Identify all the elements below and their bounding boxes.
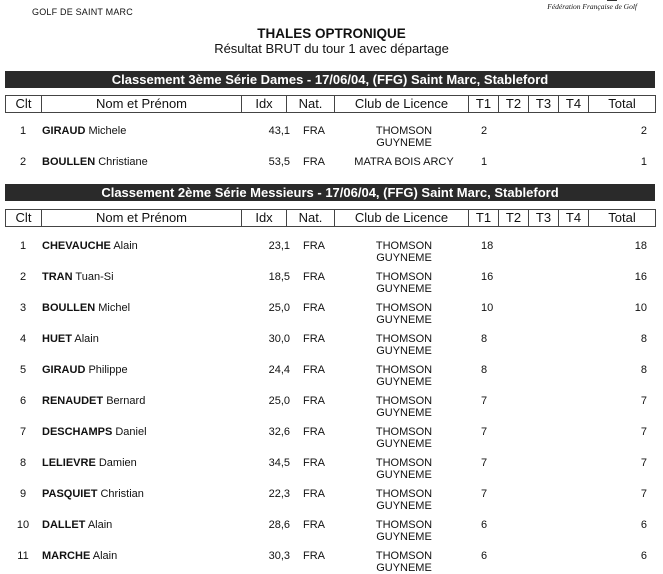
score-t1: 7 [481,426,488,438]
player-name [42,364,242,376]
score-t1: 16 [481,271,494,283]
index: 28,6 [268,519,290,531]
rank: 2 [19,156,27,168]
score-t1: 2 [481,125,488,137]
column-header: Nat. [287,210,335,227]
column-header: Nom et Prénom [42,96,242,113]
index: 24,4 [268,364,290,376]
club-line-1: THOMSON [375,333,433,345]
first-name: Alain [92,550,118,562]
column-header: Nom et Prénom [42,210,242,227]
last-name: BOULLEN [42,302,96,314]
column-header-row [5,209,656,227]
player-name [42,333,242,345]
club-line-2: GUYNEME [376,376,432,388]
last-name: BOULLEN [42,156,96,168]
club-line-1: THOMSON [375,457,433,469]
club-licence [337,426,471,450]
rank: 8 [19,457,27,469]
score-total: 6 [640,519,647,531]
column-header: T1 [469,96,499,113]
column-header: Idx [242,96,287,113]
last-name: GIRAUD [42,125,86,137]
column-header: Clt [6,210,42,227]
last-name: TRAN [42,271,73,283]
score-total: 16 [634,271,647,283]
nationality: FRA [303,333,325,345]
rank: 6 [19,395,27,407]
score-total: 10 [634,302,647,314]
score-t1: 18 [481,240,494,252]
player-name [42,395,242,407]
rank: 4 [19,333,27,345]
nationality: FRA [303,457,325,469]
score-total: 2 [640,125,647,137]
club-licence [337,240,471,264]
last-name: LELIEVRE [42,457,96,469]
column-header: T4 [559,210,589,227]
index: 32,6 [268,426,290,438]
score-t1: 10 [481,302,494,314]
page-subtitle: Résultat BRUT du tour 1 avec départage [214,41,449,56]
score-total: 6 [640,550,647,562]
club-licence [337,302,471,326]
column-header: Idx [242,210,287,227]
club-line-2: GUYNEME [376,407,432,419]
club-line-1: THOMSON [375,271,433,283]
club-line-1: MATRA BOIS ARCY [354,156,454,168]
club-line-1: THOMSON [375,125,433,137]
nationality: FRA [303,156,325,168]
player-name [42,550,242,562]
club-line-1: THOMSON [375,395,433,407]
rank: 3 [19,302,27,314]
index: 23,1 [268,240,290,252]
section-banner: Classement 3ème Série Dames - 17/06/04, (FFG) Saint Marc, Stableford [5,71,655,88]
score-total: 7 [640,488,647,500]
player-name [42,271,242,283]
column-header: Club de Licence [335,210,469,227]
first-name: Michele [88,125,127,137]
nationality: FRA [303,426,325,438]
first-name: Daniel [115,426,147,438]
score-t1: 8 [481,333,488,345]
club-line-1: THOMSON [375,519,433,531]
first-name: Michel [98,302,131,314]
club-line-1: THOMSON [375,488,433,500]
player-name [42,519,242,531]
club-line-2: GUYNEME [376,438,432,450]
player-name [42,488,242,500]
last-name: GIRAUD [42,364,86,376]
club-line-1: THOMSON [375,550,433,562]
column-header: T4 [559,96,589,113]
club-licence [337,550,471,574]
index: 30,3 [268,550,290,562]
column-header: Clt [6,96,42,113]
nationality: FRA [303,395,325,407]
club-name: GOLF DE SAINT MARC [32,7,133,17]
club-line-1: THOMSON [375,302,433,314]
section-banner: Classement 2ème Série Messieurs - 17/06/04, (FFG) Saint Marc, Stableford [5,184,655,201]
nationality: FRA [303,488,325,500]
nationality: FRA [303,519,325,531]
club-licence [337,364,471,388]
club-line-1: THOMSON [375,240,433,252]
score-total: 1 [640,156,647,168]
club-licence [337,333,471,357]
club-line-2: GUYNEME [376,137,432,149]
rank: 7 [19,426,27,438]
nationality: FRA [303,240,325,252]
club-licence [337,519,471,543]
page-title: THALES OPTRONIQUE [257,26,406,41]
score-total: 7 [640,457,647,469]
score-t1: 6 [481,519,488,531]
club-line-2: GUYNEME [376,345,432,357]
index: 25,0 [268,302,290,314]
last-name: RENAUDET [42,395,104,407]
rank: 9 [19,488,27,500]
index: 18,5 [268,271,290,283]
column-header: Total [589,96,656,113]
nationality: FRA [303,302,325,314]
club-licence [337,156,471,168]
nationality: FRA [303,550,325,562]
player-name [42,302,242,314]
first-name: Bernard [106,395,146,407]
column-header: Nat. [287,96,335,113]
club-licence [337,271,471,295]
column-header: T3 [529,210,559,227]
column-header: T1 [469,210,499,227]
index: 22,3 [268,488,290,500]
player-name [42,240,242,252]
club-line-2: GUYNEME [376,562,432,574]
club-line-2: GUYNEME [376,531,432,543]
first-name: Alain [74,333,99,345]
column-header: Total [589,210,656,227]
club-line-2: GUYNEME [376,314,432,326]
column-header: T2 [499,210,529,227]
rank: 1 [19,125,27,137]
club-licence [337,488,471,512]
club-line-2: GUYNEME [376,500,432,512]
first-name: Alain [87,519,113,531]
score-t1: 8 [481,364,488,376]
federation-logo-mark [607,0,617,1]
rank: 1 [19,240,27,252]
score-total: 8 [640,364,647,376]
index: 25,0 [268,395,290,407]
last-name: CHEVAUCHE [42,240,111,252]
score-t1: 7 [481,457,488,469]
score-total: 7 [640,426,647,438]
rank: 5 [19,364,27,376]
column-header: T3 [529,96,559,113]
column-header-row [5,95,656,113]
column-header: Club de Licence [335,96,469,113]
index: 53,5 [268,156,290,168]
first-name: Christian [100,488,144,500]
score-total: 8 [640,333,647,345]
club-licence [337,125,471,149]
first-name: Christiane [98,156,148,168]
first-name: Damien [98,457,137,469]
rank: 11 [17,550,29,562]
score-t1: 7 [481,488,488,500]
nationality: FRA [303,125,325,137]
club-licence [337,457,471,481]
score-t1: 7 [481,395,488,407]
federation-name: Fédération Française de Golf [547,2,637,11]
column-header: T2 [499,96,529,113]
player-name [42,426,242,438]
nationality: FRA [303,364,325,376]
score-t1: 6 [481,550,488,562]
club-line-2: GUYNEME [376,283,432,295]
club-licence [337,395,471,419]
index: 34,5 [268,457,290,469]
last-name: DESCHAMPS [42,426,113,438]
club-line-2: GUYNEME [376,252,432,264]
last-name: HUET [42,333,72,345]
index: 43,1 [268,125,290,137]
index: 30,0 [268,333,290,345]
nationality: FRA [303,271,325,283]
score-total: 7 [640,395,647,407]
club-line-1: THOMSON [375,364,433,376]
player-name [42,457,242,469]
rank: 2 [19,271,27,283]
club-line-2: GUYNEME [376,469,432,481]
last-name: DALLET [42,519,86,531]
club-line-1: THOMSON [375,426,433,438]
last-name: PASQUIET [42,488,98,500]
rank: 10 [16,519,30,531]
score-t1: 1 [481,156,488,168]
first-name: Alain [113,240,138,252]
player-name [42,156,242,168]
first-name: Tuan-Si [75,271,114,283]
last-name: MARCHE [42,550,91,562]
player-name [42,125,242,137]
first-name: Philippe [88,364,128,376]
score-total: 18 [634,240,647,252]
